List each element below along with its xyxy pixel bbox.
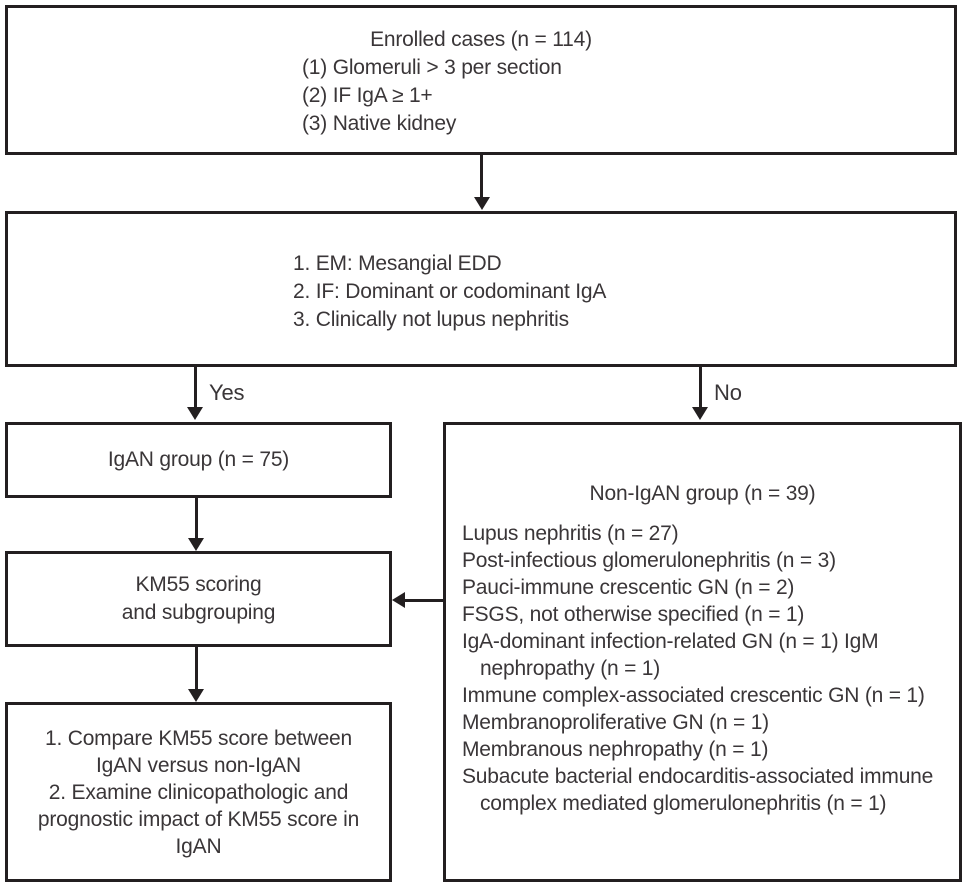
igan-group-label: IgAN group (n = 75) xyxy=(107,448,290,471)
non-igan-item: Membranous nephropathy (n = 1) xyxy=(462,738,769,761)
connector-enrolled-to-criteria xyxy=(480,155,483,198)
connector-km55-to-objectives xyxy=(195,647,198,690)
objective-line: prognostic impact of KM55 score in xyxy=(37,807,360,831)
arrow-down-icon xyxy=(692,407,708,420)
non-igan-group-title: Non-IgAN group (n = 39) xyxy=(589,482,816,505)
inclusion-criterion: 2. IF: Dominant or codominant IgA xyxy=(293,280,607,303)
enrolled-cases-title: Enrolled cases (n = 114) xyxy=(370,28,592,51)
branch-label-yes: Yes xyxy=(209,380,245,405)
objective-line: IgAN xyxy=(175,834,222,858)
non-igan-item: Post-infectious glomerulonephritis (n = 3) xyxy=(462,549,836,572)
non-igan-item: Membranoproliferative GN (n = 1) xyxy=(462,711,769,734)
non-igan-diagnosis-list xyxy=(462,520,949,817)
non-igan-item: IgA-dominant infection-related GN (n = 1) IgM nephropathy (n = 1) xyxy=(462,630,879,680)
non-igan-item: Immune complex-associated crescentic GN (n = 1) xyxy=(462,684,925,707)
enrolled-criterion: (1) Glomeruli > 3 per section xyxy=(302,56,562,79)
non-igan-item: Subacute bacterial endocarditis-associated immune complex mediated glomerulonephritis (n = 1) xyxy=(462,765,934,815)
km55-line: and subgrouping xyxy=(121,601,276,624)
connector-yes-branch xyxy=(194,367,197,408)
arrow-down-icon xyxy=(187,407,203,420)
igan-group-box xyxy=(5,422,392,498)
non-igan-group-box xyxy=(443,422,962,882)
enrolled-criteria-list xyxy=(302,54,954,138)
arrow-left-icon xyxy=(392,592,405,608)
arrow-down-icon xyxy=(474,197,490,210)
arrow-down-icon xyxy=(188,538,204,551)
inclusion-criterion: 3. Clinically not lupus nephritis xyxy=(293,308,569,331)
non-igan-item: Lupus nephritis (n = 27) xyxy=(462,522,679,545)
inclusion-criterion: 1. EM: Mesangial EDD xyxy=(293,252,502,275)
objectives-box xyxy=(5,702,392,882)
enrolled-criterion: (3) Native kidney xyxy=(302,112,457,135)
enrolled-criterion: (2) IF IgA ≥ 1+ xyxy=(302,84,433,107)
km55-scoring-box xyxy=(5,551,392,647)
enrolled-cases-box xyxy=(5,5,957,155)
connector-igan-to-km55 xyxy=(195,498,198,539)
non-igan-item: Pauci-immune crescentic GN (n = 2) xyxy=(462,576,795,599)
connector-nonigan-to-km55 xyxy=(404,599,443,602)
objective-line: 2. Examine clinicopathologic and xyxy=(48,780,349,804)
branch-label-no: No xyxy=(714,380,742,405)
objective-line: IgAN versus non-IgAN xyxy=(96,753,301,777)
km55-line: KM55 scoring xyxy=(135,573,262,596)
non-igan-item: FSGS, not otherwise specified (n = 1) xyxy=(462,603,805,626)
arrow-down-icon xyxy=(188,689,204,702)
connector-no-branch xyxy=(699,367,702,408)
objective-line: 1. Compare KM55 score between xyxy=(44,726,353,750)
inclusion-criteria-box xyxy=(5,211,957,367)
